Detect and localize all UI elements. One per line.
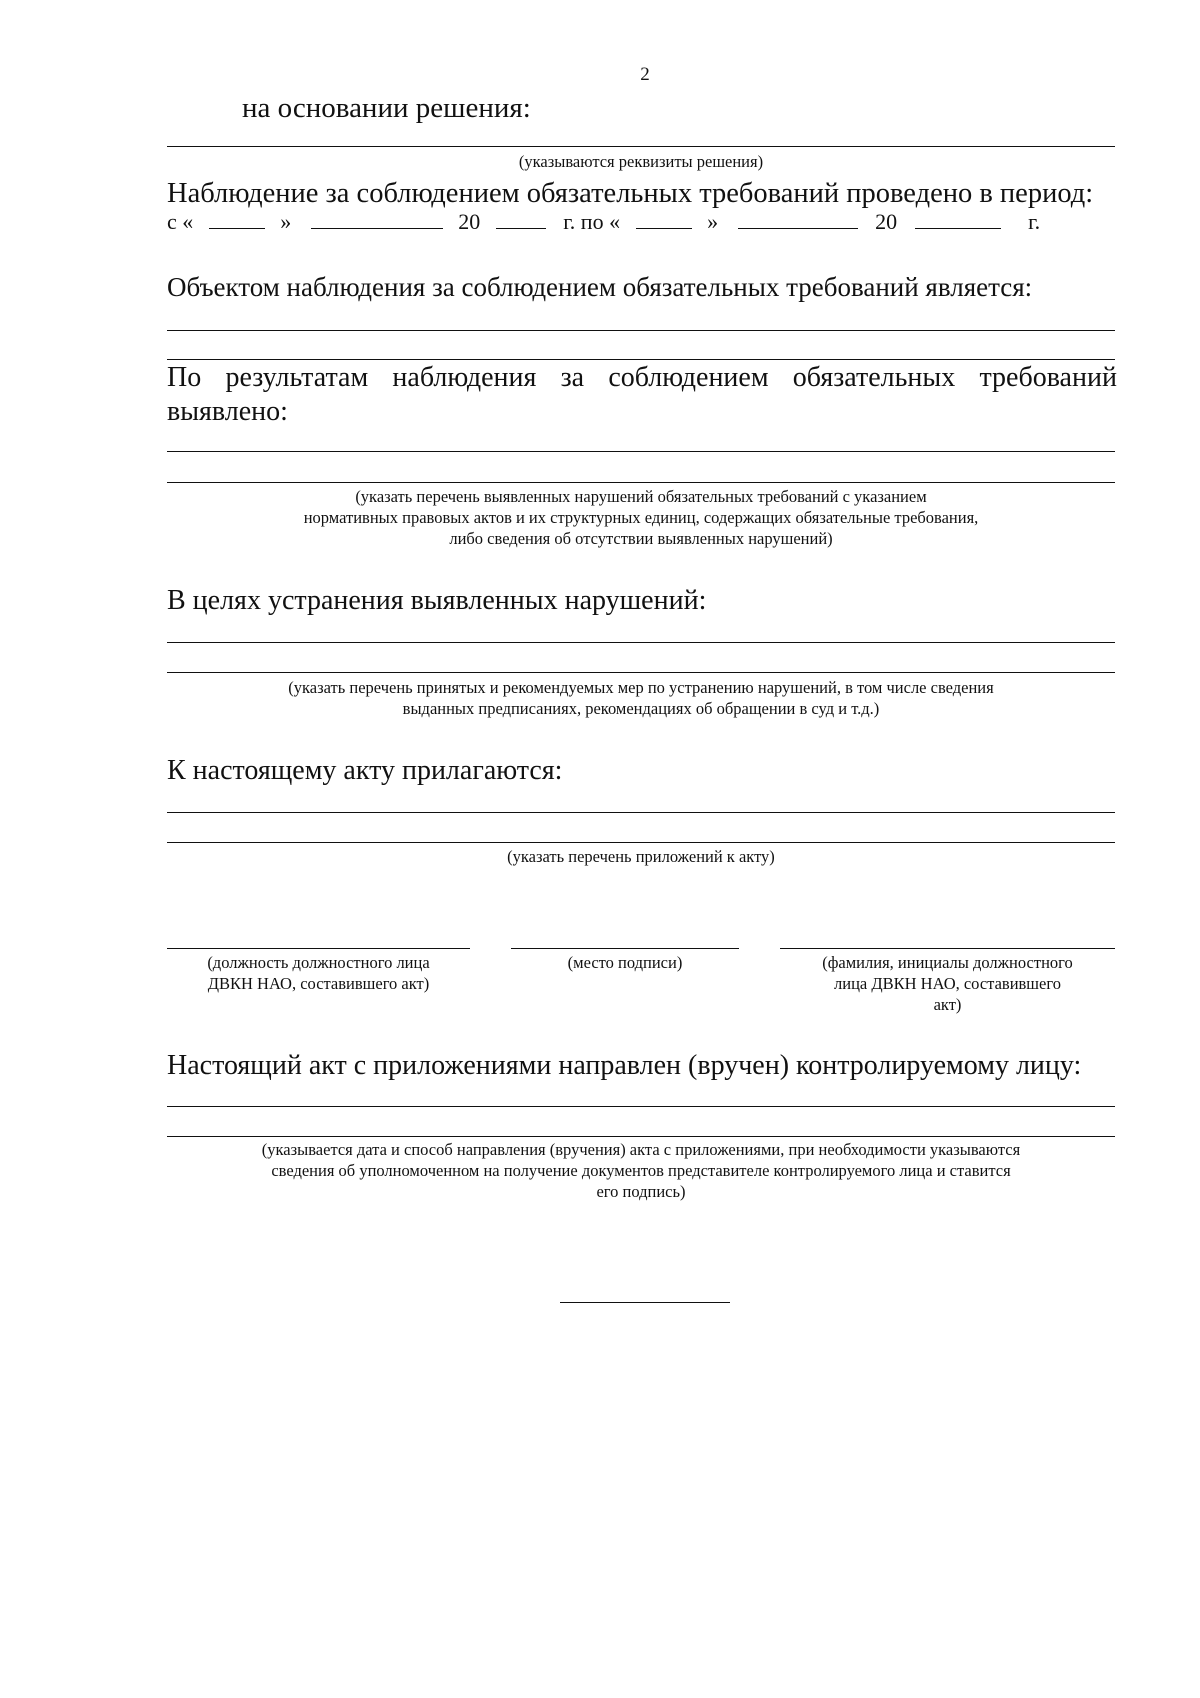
sent-hint-line: (указывается дата и способ направления (вручения) акта с приложениями, при необходимости указываются <box>261 1140 1021 1159</box>
signature-name-caption <box>780 952 1115 1015</box>
attachments-line-2[interactable] <box>167 842 1115 843</box>
period-from: с « <box>167 209 194 234</box>
signature-place-line[interactable] <box>511 948 739 949</box>
period-g-po: г. по « <box>563 209 621 234</box>
results-word: за <box>560 362 585 393</box>
results-hint-line: (указать перечень выявленных нарушений обязательных требований с указанием <box>355 487 927 506</box>
object-line-2[interactable] <box>167 359 1115 360</box>
period-close1: » <box>280 209 292 234</box>
measures-line-1[interactable] <box>167 642 1115 643</box>
signature-name-line[interactable] <box>780 948 1115 949</box>
period-month-from-blank[interactable] <box>311 208 443 229</box>
results-word: соблюдением <box>608 362 769 393</box>
basis-label: на основании решения: <box>242 92 531 124</box>
signature-position-line-text: ДВКН НАО, составившего акт) <box>207 974 430 993</box>
results-line-2[interactable] <box>167 482 1115 483</box>
period-month-to-blank[interactable] <box>738 208 858 229</box>
measures-line-2[interactable] <box>167 672 1115 673</box>
sent-heading: Настоящий акт с приложениями направлен (вручен) контролируемому лицу: <box>167 1050 1082 1081</box>
sent-hint-line: его подпись) <box>596 1182 686 1201</box>
results-word: результатам <box>225 362 369 393</box>
measures-heading: В целях устранения выявленных нарушений: <box>167 585 707 616</box>
signature-name-line-text: (фамилия, инициалы должностного <box>822 953 1073 972</box>
measures-hint-line: (указать перечень принятых и рекомендуемых мер по устранению нарушений, в том числе сведения <box>288 678 994 697</box>
results-word: требований <box>979 362 1117 393</box>
period-year-to-blank[interactable] <box>915 208 1001 229</box>
period-day-to-blank[interactable] <box>636 208 692 229</box>
signature-name-line-text: акт) <box>933 995 962 1014</box>
sent-line-1[interactable] <box>167 1106 1115 1107</box>
period-year2: 20 <box>875 209 898 234</box>
sent-hint <box>167 1139 1115 1202</box>
signature-position-caption <box>167 952 470 994</box>
results-hint-line: либо сведения об отсутствии выявленных нарушений) <box>449 529 833 548</box>
attachments-line-1[interactable] <box>167 812 1115 813</box>
object-line-1[interactable] <box>167 330 1115 331</box>
results-heading <box>167 362 1117 394</box>
signature-position-line[interactable] <box>167 948 470 949</box>
signature-name-line-text: лица ДВКН НАО, составившего <box>834 974 1061 993</box>
page-number: 2 <box>640 64 650 85</box>
period-row <box>167 208 1117 238</box>
measures-hint-line: выданных предписаниях, рекомендациях об обращении в суд и т.д.) <box>402 699 880 718</box>
results-heading-line2: выявлено: <box>167 396 288 427</box>
results-line-1[interactable] <box>167 451 1115 452</box>
sent-hint-line: сведения об уполномоченном на получение документов представителе контролируемого лица и ставится <box>271 1161 1011 1180</box>
period-year1: 20 <box>458 209 481 234</box>
period-g: г. <box>1028 209 1041 234</box>
attachments-hint: (указать перечень приложений к акту) <box>507 847 775 866</box>
period-close2: » <box>707 209 719 234</box>
basis-line <box>167 146 1115 147</box>
period-day-from-blank[interactable] <box>209 208 265 229</box>
results-word: обязательных <box>792 362 956 393</box>
object-heading: Объектом наблюдения за соблюдением обязательных требований является: <box>167 272 1033 302</box>
results-word: наблюдения <box>392 362 537 393</box>
results-hint <box>167 486 1115 549</box>
signature-place-caption: (место подписи) <box>567 953 683 972</box>
signature-position-line-text: (должность должностного лица <box>207 953 430 972</box>
measures-hint <box>167 677 1115 719</box>
period-year-from-blank[interactable] <box>496 208 546 229</box>
sent-line-2[interactable] <box>167 1136 1115 1137</box>
results-hint-line: нормативных правовых актов и их структурных единиц, содержащих обязательные требования, <box>303 508 979 527</box>
end-rule <box>560 1302 730 1303</box>
results-word: По <box>167 362 202 393</box>
period-heading: Наблюдение за соблюдением обязательных требований проведено в период: <box>167 178 1094 209</box>
basis-hint: (указываются реквизиты решения) <box>518 152 764 171</box>
attachments-heading: К настоящему акту прилагаются: <box>167 755 563 786</box>
